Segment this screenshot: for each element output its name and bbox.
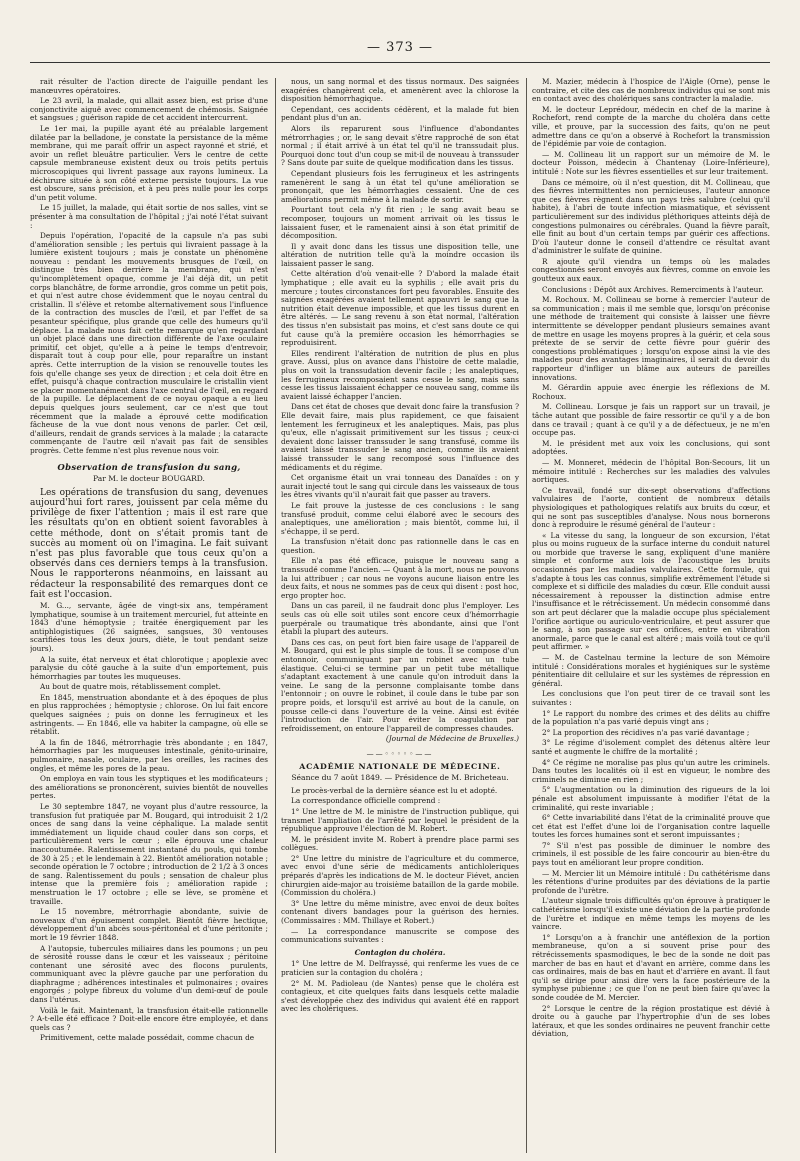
column-1 <box>30 78 268 1153</box>
paragraph: M. Gérardin appuie avec énergie les réflexions de M. Rochoux. <box>532 383 770 401</box>
paragraph: — M. Mercier lit un Mémoire intitulé : Du cathétérisme dans les rétentions d'urine produites par des déviations de la partie profonde de l'urètre. <box>532 868 770 895</box>
page-columns <box>30 78 770 1153</box>
paragraph: 1° Une lettre de M. le ministre de l'instruction publique, qui transmet l'ampliation de l'arrêté par lequel le président de la république approuve l'élection de M. Robert. <box>281 806 519 834</box>
paragraph: — M. de Castelnau termine la lecture de son Mémoire intitulé : Considérations morales et hygiéniques sur le système pénitentiaire dit cellulaire et sur les systèmes de répression en général. <box>532 653 770 688</box>
paragraph: Depuis l'opération, l'opacité de la capsule n'a pas subi d'amélioration sensible ; les pertuis qui livraient passage à la lumière existent toujours ; mais je constate un phénomène nouveau : pendant les mouvements brusques de l'œil, on distingue très bien derrière la membrane, qui n'est qu'incomplètement opaque, comme je l'ai déjà dit, un petit corps blanchâtre, de forme arrondie, gros comme un petit pois, et qui n'est autre chose évidemment que le noyau central du cristallin. Il s'élève et retombe alternativement sous l'influence de la contraction des muscles de l'œil, et par l'effet de sa pesanteur spécifique, plus grande que celle des humeurs qu'il déplace. La malade nous fait cette remarque qu'en regardant un objet placé dans une direction différente de l'axe oculaire primitif, cet objet, qu'elle a à peine le temps d'entrevoir, disparaît tout à coup pour elle, pour reparaître un instant après. Cette interruption de la vision se renouvelle toutes les fois qu'elle change ses yeux de direction ; et cela doit être en effet, puisqu'à chaque contraction musculaire le cristallin vient se placer momentanément dans l'axe central de l'œil, en regard de la pupille. Le déplacement de ce noyau opaque a eu lieu depuis quelques jours seulement, car ce n'est que tout récemment que la malade a éprouvé cette modification fâcheuse de la vue dont nous venons de parler. Cet œil, d'ailleurs, rendait de grands services à la malade ; la cataracte commençante de l'autre œil n'avait pas fait de sensibles progrès. Cette femme n'est plus revenue nous voir. <box>30 231 268 455</box>
paragraph: M. le président invite M. Robert à prendre place parmi ses collègues. <box>281 834 519 853</box>
paragraph: La correspondance officielle comprend : <box>291 796 441 806</box>
paragraph: Dans ces cas, on peut fort bien faire usage de l'appareil de M. Bougard, qui est le plus simple de tous. Il se compose d'un entonnoir, communiquant par un robinet avec un tube élastique. Celui-ci se termine par un petit tube métallique s'adaptant exactement à une canule qu'on introduit dans la veine. Le sang de la personne complaisante tombe dans l'entonnoir ; on ouvre le robinet, il coule dans le tube par son propre poids, et lorsqu'il est arrivé au bout de la canule, on pousse celle-ci dans l'ouverture de la veine. Ainsi est évitée l'introduction de l'air. Pour éviter la coagulation par refroidissement, on entoure l'appareil de compresses chaudes. <box>281 637 519 733</box>
paragraph: Dans cet état de choses que devait donc faire la transfusion ? Elle devait faire, mais plus rapidement, ce que faisaient lentement les ferrugineux et les analeptiques. Mais, pas plus qu'eux, elle n'agissait primitivement sur les tissus ; ceux-ci devaient donc laisser transsuder le sang transfusé, comme ils avaient laissé transsuder le sang ancien, comme ils avaient laissé transsuder le sang recomposé sous l'influence des médicaments et du régime. <box>281 402 519 472</box>
paragraph: Le 30 septembre 1847, ne voyant plus d'autre ressource, la transfusion fut pratiquée par M. Bougard, qui introduisit 2 1/2 onces de sang dans la veine céphalique. La malade sentit immédiatement un liquide chaud couler dans son corps, et particulièrement vers le cœur ; elle éprouva une chaleur inaccoutumée. Ralentissement instantané du pouls, qui tombe de 30 à 25 ; et le lendemain à 22. Bientôt amélioration notable ; seconde opération le 7 octobre ; introduction de 2 1/2 à 3 onces de sang. Ralentissement du pouls ; sensation de chaleur plus intense que la première fois ; amélioration rapide ; menstruation le 17 octobre ; elle se lève, se promène et travaille. <box>30 802 268 906</box>
page-number: — 373 — <box>366 40 434 55</box>
paragraph: 1° Une lettre de M. Delfrayssé, qui renferme les vues de ce praticien sur la contagion du choléra ; <box>281 959 519 977</box>
paragraph: 4° Ce régime ne moralise pas plus qu'un autre les criminels. Dans toutes les localités où il est en vigueur, le nombre des criminels ne diminue en rien ; <box>532 757 770 784</box>
paragraph: R ajoute qu'il viendra un temps où les malades congestionnés seront envoyés aux fièvres, comme on envoie les goutteux aux eaux. <box>532 256 770 284</box>
paragraph: 6° Cette invariabilité dans l'état de la criminalité prouve que cet état est l'effet d'une loi de l'organisation contre laquelle toutes les forces humaines sont et seront impuissantes ; <box>532 813 770 840</box>
paragraph: Le 15 novembre, métrorrhagie abondante, suivie de nouveaux d'un épuisement complet. Bientôt fièvre hectique, développement d'un abcès sous-péritonéal et d'une péritonite ; mort le 19 février 1848. <box>30 907 268 942</box>
article-intro <box>30 488 268 600</box>
column-2 <box>281 78 519 1153</box>
paragraph: 1° Le rapport du nombre des crimes et des délits au chiffre de la population n'a pas varié depuis vingt ans ; <box>532 708 770 727</box>
column-rule <box>275 78 276 1153</box>
paragraph: Cependant plusieurs fois les ferrugineux et les astringents ramenèrent le sang à un état tel qu'une amélioration se prononçait, que les hémorrhagies cessaient. Une de ces améliorations permit même à la malade de sortir. <box>281 168 519 204</box>
session-heading: Séance du 7 août 1849. — Présidence de M. Bricheteau. <box>291 773 509 783</box>
paragraph: Le fait prouve la justesse de ces conclusions : le sang transfusé produit, comme celui élaboré avec le secours des analeptiques, une amélioration ; mais bientôt, comme lui, il s'échappe, il se perd. <box>281 500 519 536</box>
paragraph: 3° Le régime d'isolement complet des détenus altère leur santé et augmente le chiffre de la mortalité ; <box>532 738 770 756</box>
page-header <box>30 40 770 63</box>
article-body-continued <box>281 78 519 733</box>
paragraph: A la fin de 1846, métrorrhagie très abondante ; en 1847, hémorrhagies par les muqueuses intestinale, génito-urinaire, pulmonaire, nasale, oculaire, par les oreilles, les racines des ongles, et même les pores de la peau. <box>30 737 268 773</box>
paragraph: Au bout de quatre mois, rétablissement complet. <box>40 682 221 692</box>
paragraph: Les conclusions que l'on peut tirer de ce travail sont les suivantes : <box>532 689 770 707</box>
paragraph: Dans un cas pareil, il ne faudrait donc plus l'employer. Les seuls cas où elle soit utiles sont encore ceux d'hémorrhagie puerpérale ou traumatique très abondante, ainsi que l'ont établi la plupart des auteurs. <box>281 601 519 637</box>
paragraph: rait résulter de l'action directe de l'aiguille pendant les manœuvres opératoires. <box>30 78 268 95</box>
paragraph: En 1845, menstruation abondante et à des époques de plus en plus rapprochées ; hémoptysie ; chlorose. On lui fait encore quelques saignées ; puis on donne les ferrugineux et les astringents. — En 1846, elle va habiter la campagne, où elle se rétablit. <box>30 692 268 737</box>
paragraph: Elles rendirent l'altération de nutrition de plus en plus grave. Aussi, plus on avance dans l'histoire de cette maladie, plus on voit la transsudation devenir facile ; les analeptiques, les ferrugineux recomposaient sans cesse le sang, mais sans cesse les tissus laissaient échapper ce nouveau sang, comme ils avaient laissé échapper l'ancien. <box>281 348 519 401</box>
paragraph: Il y avait donc dans les tissus une disposition telle, une altération de nutrition telle qu'à la moindre occasion ils laissaient passer le sang. <box>281 241 519 268</box>
paragraph: Elle n'a pas été efficace, puisque le nouveau sang a transsudé comme l'ancien. — Quant à la mort, nous ne pouvons la lui attribuer ; car nous ne voyons aucune liaison entre les deux faits, et nous ne sommes pas de ceux qui disent : post hoc, ergo propter hoc. <box>281 556 519 600</box>
contagion-body <box>281 960 519 1014</box>
session-body-continued <box>532 78 770 1039</box>
paragraph: Alors ils reparurent sous l'influence d'abondantes métrorrhagies ; or, le sang devait s'être rapproché de son état normal ; il était arrivé à un état tel qu'il ne transsudait plus. Pourquoi donc tout d'un coup se mit-il de nouveau à transsuder ? Sans doute par suite de quelque modification dans les tissus. <box>281 123 519 168</box>
paragraph: M. le docteur Leprédour, médecin en chef de la marine à Rochefort, rend compte de la marche du choléra dans cette ville, et prouve, par la succession des faits, qu'on ne peut admettre dans ce qu'on a observé à Rochefort la transmission de l'épidémie par voie de contagion. <box>532 104 770 149</box>
paragraph: 1° Lorsqu'on a à franchir une antéflexion de la portion membraneuse, qu'on a si souvent prise pour des rétrécissements spasmodiques, le bec de la sonde ne doit pas marcher de bas en haut et d'avant en arrière, comme dans les cas ordinaires, mais de bas en haut et d'arrière en avant. Il faut qu'il se dirige pour ainsi dire vers la face postérieure de la symphyse pubienne ; ce que l'on ne peut bien faire qu'avec la sonde coudée de M. Mercier. <box>532 932 770 1002</box>
paragraph: Ce travail, fondé sur dix-sept observations d'affections valvulaires de l'aorte, contient de nombreux détails physiologiques et pathologiques relatifs aux bruits du cœur, et qui ne sont pas susceptibles d'analyse. Nous nous bornerons donc à reproduire le résumé général de l'auteur : <box>532 485 770 530</box>
paragraph: — M. Monneret, médecin de l'hôpital Bon-Secours, lit un mémoire intitulé : Recherches sur les maladies des valvules aortiques. <box>532 457 770 485</box>
paragraph: M. G..., servante, âgée de vingt-six ans, tempérament lymphatique, soumise à un traitement mercuriel, fut atteinte en 1843 d'une hémoptysie ; traitée énergiquement par les antiphlogistiques (26 saignées, sangsues, 30 ventouses scarifiées tous les deux jours, diète, le tout pendant seize jours). <box>30 600 268 653</box>
paragraph: Le procès-verbal de la dernière séance est lu et adopté. <box>291 785 498 795</box>
paragraph: Le 23 avril, la malade, qui allait assez bien, est prise d'une conjonctivite aiguë avec commencement de chémosis. Saignée et sangsues ; guérison rapide de cet accident intercurrent. <box>30 96 268 123</box>
paragraph: M. Mazier, médecin à l'hospice de l'Aigle (Orne), pense le contraire, et cite des cas de nombreux individus qui se sont mis en contact avec des cholériques sans contracter la maladie. <box>532 78 770 104</box>
paragraph: 5° L'augmentation ou la diminution des rigueurs de la loi pénale est absolument impuissante à modifier l'état de la criminalité, qui reste invariable ; <box>532 785 770 812</box>
section-title: ACADÉMIE NATIONALE DE MÉDECINE. <box>299 761 501 771</box>
article-title: Observation de transfusion du sang, <box>57 462 241 473</box>
paragraph: « La vitesse du sang, la longueur de son excursion, l'état plus ou moins rugueux de la surface interne du conduit naturel ou morbide que traverse le sang, expliquent d'une manière simple et conforme aux lois de l'acoustique les bruits occasionnés par les maladies valvulaires. Cette formule, qui s'adapte à tous les cas connus, simplifie extrêmement l'étude si complexe et si difficile des maladies du cœur. Elle conduit aussi nécessairement à repousser la distinction admise entre l'insuffisance et le rétrécissement. Un médecin consommé dans son art peut déclarer que la maladie occupe plus spécialement l'orifice aortique ou auriculo-ventriculaire, et peut assurer que le sang, à son passage sur ces orifices, entre en vibration anormale, parce que le canal est altéré ; mais voilà tout ce qu'il peut affirmer. » <box>532 530 770 652</box>
paragraph: On employa en vain tous les styptiques et les modificateurs ; des améliorations se prononcèrent, suivies bientôt de nouvelles pertes. <box>30 774 268 801</box>
paragraph: Conclusions : Dépôt aux Archives. Remerciments à l'auteur. <box>542 284 764 294</box>
paragraph: Les opérations de transfusion du sang, devenues aujourd'hui fort rares, jouissent par cela même du privilège de fixer l'attention ; mais il est rare que les résultats qu'on en obtient soient favorables à cette méthode, dont on s'était promis tant de succès au moment où on l'imagina. Le fait suivant n'est pas plus favorable que tous ceux qu'on a observés dans ces derniers temps à la transfusion. Nous le rapporterons néanmoins, en laissant au rédacteur la responsabilité des remarques dont ce fait est l'occasion. <box>30 487 268 600</box>
paragraph: Le 1er mai, la pupille ayant été au préalable largement dilatée par la belladone, je constate la persistance de la même membrane, qui me paraît offrir un aspect rayonné et strié, et avoir un reflet bleuâtre particulier. Vers le centre de cette capsule membraneuse existent deux ou trois petits pertuis microscopiques qui livrent passage aux rayons lumineux. La déchirure située à son côté externe persiste toujours. La vue est obscure, sans précision, et à peu près nulle pour les corps d'un petit volume. <box>30 123 268 202</box>
paragraph: M. le président met aux voix les conclusions, qui sont adoptées. <box>532 438 770 457</box>
paragraph: nous, un sang normal et des tissus normaux. Des saignées exagérées changèrent cela, et amenèrent avec la chlorose la disposition hémorrhagique. <box>281 78 519 104</box>
paragraph: Cet organisme était un vrai tonneau des Danaïdes : on y aurait injecté tout le sang qui circule dans les vaisseaux de tous les êtres vivants qu'il n'aurait fait que passer au travers. <box>281 473 519 500</box>
paragraph: M. Collineau. Lorsque je fais un rapport sur un travail, je tâche autant que possible de faire ressortir ce qu'il y a de bon dans ce travail ; quant à ce qu'il y a de défectueux, je ne m'en occupe pas. <box>532 402 770 438</box>
section-separator: ——◦◦◦◦◦—— <box>366 749 434 758</box>
paragraph: Cependant, ces accidents cédèrent, et la malade fut bien pendant plus d'un an. <box>281 104 519 123</box>
paragraph: 3° Une lettre du même ministre, avec envoi de deux boîtes contenant divers bandages pour la guérison des hernies. (Commissaires : MM. Thillaye et Robert.) <box>281 898 519 926</box>
paragraph: A l'autopsie, tubercules miliaires dans les poumons ; un peu de sérosité rousse dans le cœur et les vaisseaux ; péritoine contenant une sérosité avec des flocons purulents, communiquant avec la plèvre gauche par une perforation du diaphragme ; adhérences intestinales et pulmonaires ; ovaires engorgés ; polype fibreux du volume d'un demi-œuf de poule dans l'utérus. <box>30 943 268 1005</box>
paragraph: Primitivement, cette malade possédait, comme chacun de <box>40 1033 255 1043</box>
source-citation: (Journal de Médecine de Bruxelles.) <box>385 734 519 744</box>
paragraph: 2° Lorsque le centre de la région prostatique est dévié à droite ou à gauche par l'hypertrophie d'un de ses lobes latéraux, et que les sondes ordinaires ne peuvent franchir cette déviation, <box>532 1003 770 1039</box>
paragraph: 7° S'il n'est pas possible de diminuer le nombre des criminels, il est possible de les faire concourir au bien-être du pays tout en améliorant leur propre condition. <box>532 840 770 868</box>
paragraph: L'auteur signale trois difficultés qu'on éprouve à pratiquer le cathétérisme lorsqu'il existe une déviation de la partie profonde de l'urètre et indique en même temps les moyens de les vaincre. <box>532 896 770 932</box>
paragraph: 2° Une lettre du ministre de l'agriculture et du commerce, avec envoi d'une série de médicaments antichloleriques préparés d'après les indications de M. le docteur Fiévet, ancien chirurgien aide-major au troisième bataillon de la garde mobile. (Commission du choléra.) <box>281 853 519 898</box>
article-byline: Par M. le docteur BOUGARD. <box>93 474 205 484</box>
column-rule <box>526 78 527 1153</box>
column-3 <box>532 78 770 1153</box>
session-body <box>281 787 519 945</box>
paragraph: A la suite, état nerveux et état chlorotique ; apoplexie avec paralysie du côté gauche à la suite d'un emportement, puis hémorrhagies par toutes les muqueuses. <box>30 654 268 681</box>
paragraph: — M. Collineau lit un rapport sur un mémoire de M. le docteur Poisson, médecin à Chantenay (Loire-Inférieure), intitulé : Note sur les fièvres essentielles et sur leur traitement. <box>532 149 770 176</box>
paragraph: Cette altération d'où venait-elle ? D'abord la malade était lymphatique ; elle avait eu la syphilis ; elle avait pris du mercure ; toutes circonstances fort peu favorables. Ensuite des saignées exagérées avaient tellement appauvri le sang que la nutrition était devenue impossible, et que les tissus durent en être altérés. — Le sang revenu à son état normal, l'altération des tissus n'en subsistait pas moins, et c'est sans doute ce qui fut cause qu'à la première occasion les hémorrhagies se reproduisirent. <box>281 269 519 348</box>
paragraph: Dans ce mémoire, où il n'est question, dit M. Collineau, que des fièvres intermittentes non pernicieuses, l'auteur annonce que ces fièvres règnent dans un pays très salubre (celui qu'il habite), à l'abri de toute infection miasmatique, et sévissent particulièrement sur des individus pléthoriques atteints déjà de congestions pulmonaires ou cérébrales. Quand la fièvre paraît, elle finit au bout d'un certain temps par guérir ces affections. D'où l'auteur donne le conseil d'attendre ce résultat avant d'administrer le sulfate de quinine. <box>532 177 770 256</box>
paragraph: Le 15 juillet, la malade, qui était sortie de nos salles, vint se présenter à ma consultation de l'hôpital ; j'ai noté l'état suivant : <box>30 203 268 230</box>
paragraph: 2° La proportion des récidives n'a pas varié davantage ; <box>542 727 750 737</box>
paragraph: La transfusion n'était donc pas rationnelle dans le cas en question. <box>281 537 519 555</box>
subsection-heading: Contagion du choléra. <box>354 947 446 957</box>
paragraph: Pourtant tout cela n'y fit rien ; le sang avait beau se recomposer, toujours un moment arrivait où les tissus le laissaient fuser, et le ramenaient ainsi à son état primitif de décomposition. <box>281 205 519 241</box>
cataract-observation-end <box>30 78 268 456</box>
paragraph: M. Rochoux. M. Collineau se borne à remercier l'auteur de sa communication ; mais il me semble que, lorsqu'on préconise une méthode de traitement qui consiste à laisser une fièvre intermittente se développer pendant plusieurs semaines avant de mettre en usage les moyens propres à la guérir, et cela sous prétexte de se servir de cette fièvre pour guérir des congestions problématiques ; lorsqu'on expose ainsi la vie des malades pour des avantages imaginaires, il serait du devoir du rapporteur d'infliger un blâme aux auteurs de pareilles innovations. <box>532 295 770 382</box>
paragraph: 2° M. M. Padioleau (de Nantes) pense que le choléra est contagieux, et cite quelques faits dans lesquels cette maladie s'est développée chez des individus qui avaient été en rapport avec les cholériques. <box>281 978 519 1014</box>
article-body <box>30 602 268 1043</box>
paragraph: — La correspondance manuscrite se compose des communications suivantes : <box>281 926 519 945</box>
paragraph: Voilà le fait. Maintenant, la transfusion était-elle rationnelle ? A-t-elle été efficace ? Doit-elle encore être employée, et dans quels cas ? <box>30 1005 268 1032</box>
